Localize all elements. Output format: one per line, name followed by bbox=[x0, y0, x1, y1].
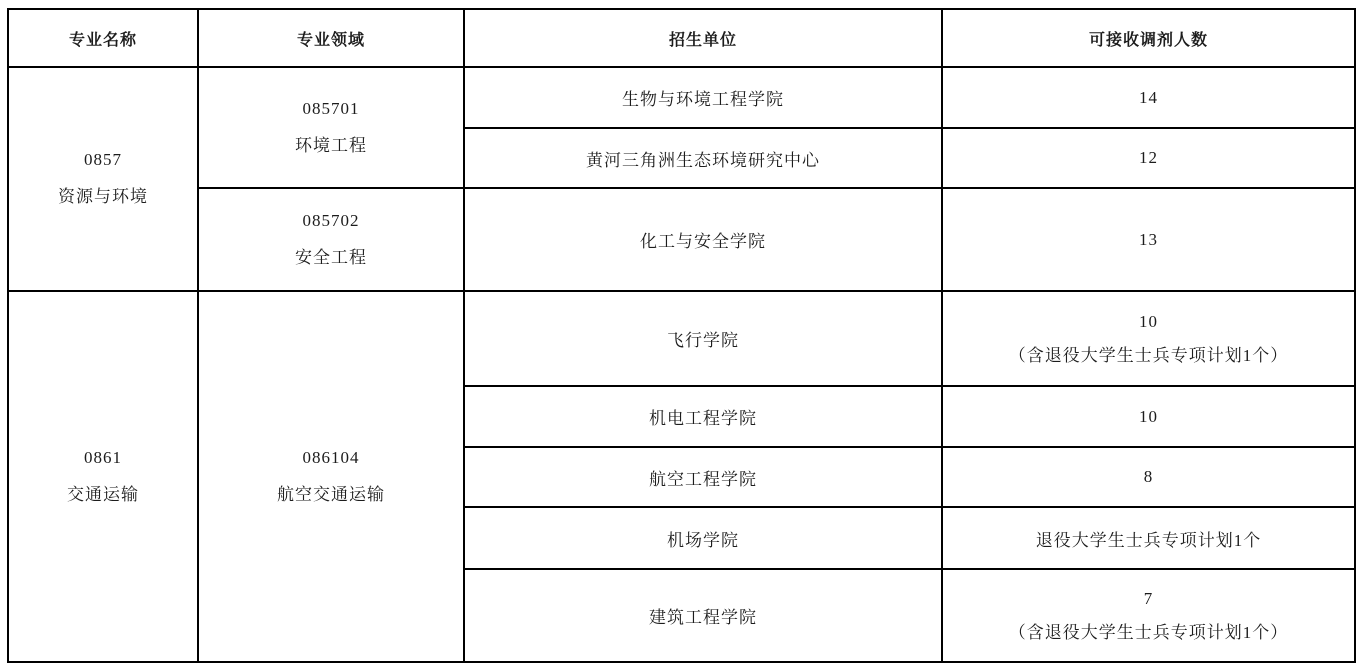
header-row bbox=[8, 9, 1355, 67]
field-code: 086104 bbox=[302, 447, 360, 467]
unit-cell: 化工与安全学院 bbox=[464, 188, 942, 291]
col-header-admission-unit: 招生单位 bbox=[464, 9, 942, 67]
quota-cell bbox=[942, 569, 1355, 662]
field-name: 安全工程 bbox=[295, 247, 367, 267]
quota-cell: 12 bbox=[942, 128, 1355, 188]
quota-value: 10 bbox=[1139, 311, 1158, 331]
unit-cell: 黄河三角洲生态环境研究中心 bbox=[464, 128, 942, 188]
transfer-quota-table bbox=[7, 8, 1356, 663]
quota-value: 7 bbox=[1143, 588, 1154, 608]
major-cell-0861 bbox=[8, 291, 198, 662]
major-code: 0861 bbox=[84, 447, 122, 467]
major-code: 0857 bbox=[84, 150, 122, 170]
field-cell-085701 bbox=[198, 67, 464, 188]
field-cell-086104 bbox=[198, 291, 464, 662]
field-name: 航空交通运输 bbox=[277, 484, 385, 504]
col-header-major-field: 专业领域 bbox=[198, 9, 464, 67]
table-row bbox=[8, 67, 1355, 128]
col-header-quota: 可接收调剂人数 bbox=[942, 9, 1355, 67]
table-row bbox=[8, 291, 1355, 386]
unit-cell: 建筑工程学院 bbox=[464, 569, 942, 662]
quota-cell: 8 bbox=[942, 447, 1355, 507]
quota-cell: 13 bbox=[942, 188, 1355, 291]
field-name: 环境工程 bbox=[295, 135, 367, 155]
quota-cell: 10 bbox=[942, 386, 1355, 447]
col-header-major-name: 专业名称 bbox=[8, 9, 198, 67]
major-name: 交通运输 bbox=[67, 484, 139, 504]
unit-cell: 机场学院 bbox=[464, 507, 942, 569]
unit-cell: 生物与环境工程学院 bbox=[464, 67, 942, 128]
quota-cell: 退役大学生士兵专项计划1个 bbox=[942, 507, 1355, 569]
quota-cell: 14 bbox=[942, 67, 1355, 128]
unit-cell: 飞行学院 bbox=[464, 291, 942, 386]
quota-note: （含退役大学生士兵专项计划1个） bbox=[1008, 345, 1289, 365]
quota-cell bbox=[942, 291, 1355, 386]
unit-cell: 机电工程学院 bbox=[464, 386, 942, 447]
major-cell-0857 bbox=[8, 67, 198, 291]
field-code: 085702 bbox=[302, 210, 360, 230]
unit-cell: 航空工程学院 bbox=[464, 447, 942, 507]
field-code: 085701 bbox=[302, 98, 360, 118]
major-name: 资源与环境 bbox=[58, 187, 148, 206]
table-row bbox=[8, 188, 1355, 291]
field-cell-085702 bbox=[198, 188, 464, 291]
quota-note: （含退役大学生士兵专项计划1个） bbox=[1008, 622, 1289, 642]
